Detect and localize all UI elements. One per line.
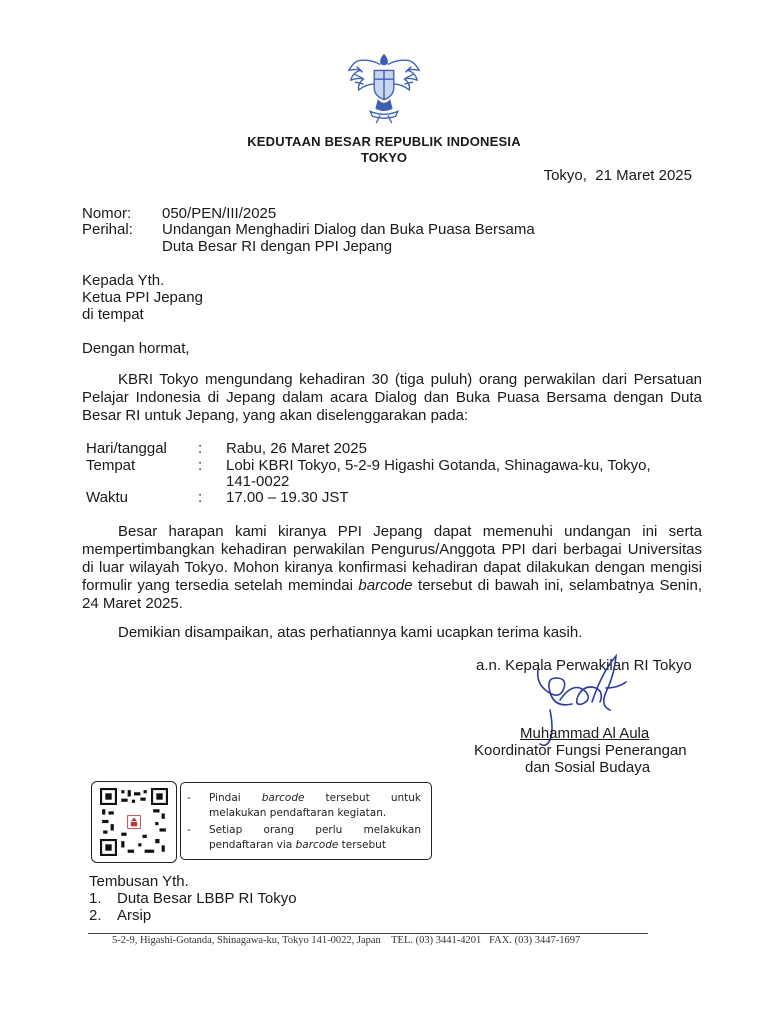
cc-item-ambassador: Duta Besar LBBP RI Tokyo [117, 890, 297, 907]
note-text: Setiap orang perlu melakukan pendaftaran via [209, 824, 421, 851]
paragraph-closing: Demikian disampaikan, atas perhatiannya kami ucapkan terima kasih. [118, 624, 583, 641]
institution-name: KEDUTAAN BESAR REPUBLIK INDONESIA [247, 134, 521, 149]
note-text: tersebut [338, 839, 386, 851]
qr-instructions-box [180, 782, 432, 860]
paragraph-invitation: KBRI Tokyo mengundang kehadiran 30 (tiga puluh) orang perwakilan dari Persatuan Pelajar Indonesia di Jepang dalam acara Dialog dan Buka Puasa Bersama dengan Duta Besar RI untuk Jepang, yang akan diselenggarakan pada: [82, 371, 702, 424]
recipient-line1: Kepada Yth. [82, 272, 165, 289]
salutation: Dengan hormat, [82, 340, 190, 357]
note-italic: barcode [261, 792, 305, 804]
detail-label-date: Hari/tanggal [86, 440, 167, 457]
paragraph-italic: barcode [358, 577, 413, 594]
cc-item-number: 2. [89, 907, 102, 924]
recipient-line2: Ketua PPI Jepang [82, 289, 203, 306]
letter-date: Tokyo, 21 Maret 2025 [543, 167, 692, 184]
footer-address: 5-2-9, Higashi-Gotanda, Shinagawa-ku, Tokyo 141-0022, Japan TEL. (03) 3441-4201 FAX. (03) 3447-1697 [112, 935, 581, 946]
qr-code-icon [100, 788, 168, 856]
paragraph-text: Besar harapan kami kiranya PPI Jepang dapat memenuhi undangan ini serta mempertimbangkan kehadiran perwakilan Pengurus/Anggota PPI dari berbagai Universitas di luar wilayah Tokyo. Mohon kiranya konfirmasi kehadiran dapat dilakukan dengan mengisi formulir yang tersedia setelah memindai [82, 523, 702, 594]
nomor-label: Nomor: [82, 205, 132, 222]
detail-value-date: Rabu, 26 Maret 2025 [226, 440, 367, 457]
cc-item-number: 1. [89, 890, 102, 907]
note-text: Pindai [209, 792, 262, 804]
detail-colon: : [198, 489, 203, 506]
signature-on-behalf: a.n. Kepala Perwakilan RI Tokyo [476, 657, 692, 674]
garuda-emblem-icon [345, 47, 423, 125]
nomor-value: 050/PEN/III/2025 [162, 205, 277, 222]
paragraph-confirmation [82, 523, 702, 613]
signatory-title-line2: dan Sosial Budaya [525, 759, 651, 776]
detail-label-place: Tempat [86, 457, 136, 474]
perihal-line2: Duta Besar RI dengan PPI Jepang [162, 238, 393, 255]
detail-value-place-postcode: 141-0022 [226, 473, 290, 490]
detail-colon: : [198, 457, 203, 474]
institution-city: TOKYO [361, 150, 407, 165]
cc-item-archive: Arsip [117, 907, 152, 924]
paragraph-text: tersebut di bawah ini, selambatnya Senin, 24 Maret 2025. [82, 577, 702, 612]
cc-title: Tembusan Yth. [89, 873, 189, 890]
recipient-line3: di tempat [82, 306, 144, 323]
bullet-dash: - [187, 824, 191, 836]
perihal-label: Perihal: [82, 221, 133, 238]
perihal-line1: Undangan Menghadiri Dialog dan Buka Puasa Bersama [162, 221, 535, 238]
note-italic: barcode [295, 839, 339, 851]
signatory-title-line1: Koordinator Fungsi Penerangan [474, 742, 687, 759]
detail-colon: : [198, 440, 203, 457]
note-text: tersebut untuk melakukan pendaftaran kegiatan. [209, 792, 421, 819]
footer-divider [88, 933, 648, 934]
bullet-dash: - [187, 792, 191, 804]
detail-value-time: 17.00 – 19.30 JST [226, 489, 349, 506]
detail-value-place: Lobi KBRI Tokyo, 5-2-9 Higashi Gotanda, Shinagawa-ku, Tokyo, [226, 457, 651, 474]
signatory-name: Muhammad Al Aula [520, 725, 650, 742]
detail-label-time: Waktu [86, 489, 128, 506]
registration-qr-code[interactable] [91, 781, 177, 863]
